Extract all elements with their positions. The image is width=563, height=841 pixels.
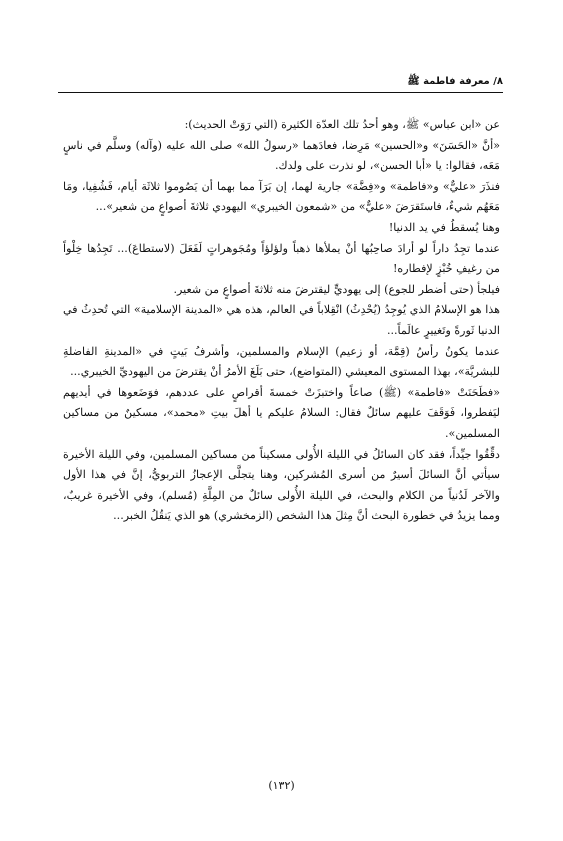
paragraph: دقِّقُوا جيِّداً، فقد كان السائلُ في الليلة الأُولى مسكيناً من مساكين المسلمين، وفي الليلة الأخيرة سيأتي أنَّ السائلَ أسيرٌ من أسرى المُشركين، وهنا يتجلَّى الإعجازُ التربويُّ، إنَّ في هذا الأول والآخر لَدُنياً من الكلام والبحث، في الليلة الأُولى سائلٌ من المِلَّةِ (مُسلم)، وفي الأخيرة غريبٌ، ومما يزيدُ في خطورة البحث أنَّ مِثلَ هذا الشخص (الزمخشري) هو الذي يَنقُلُ الخبر... xyxy=(63,447,500,523)
paragraph: وهنا يُسقطُ في يد الدنيا! xyxy=(388,220,500,234)
header-divider xyxy=(58,92,503,93)
paragraph: فيلجأ (حتى أضطر للجوع) إلى يهوديٍّ ليقترضَ منه ثلاثةَ أصواعٍ من شعير. xyxy=(173,282,500,296)
running-header: ٨/ معرفة فاطمة ﷺ xyxy=(407,76,503,87)
page-body xyxy=(63,115,500,527)
page-number: (١٣٢) xyxy=(268,779,295,792)
paragraph: «أنَّ «الحَسَنَ» و«الحسين» مَرِضا، فعادَهما «رسولُ الله» صلى الله عليه (وآله) وسلَّم في ناسٍ مَعَه، فقالوا: يا «أبا الحسن»، لو نذرت على ولدك. xyxy=(63,138,500,173)
paragraph: عندما يكونُ رأسُ (قِمَّة، أو زعيم) الإسلام والمسلمين، وأشرفُ بَيتٍ في «المدينةِ الفاضلةِ للبشريَّة»، بهذا المستوى المعيشي (المتواضع)، حتى بَلَغَ الأمرُ أنْ يقترضَ من اليهوديِّ الخيبري... xyxy=(63,344,500,379)
paragraph: هذا هو الإسلامُ الذي يُوجِدُ (يُحْدِثُ) انْقِلاباً في العالم، هذه هي «المدينة الإسلامية» التي تُحدِثُ في الدنيا ثَورةً وتَغييرٍ عالَماً... xyxy=(63,303,500,337)
paragraph: «فطَحَنَتْ «فاطمة» (ﷺ) صاعاً واختبزَتْ خمسةَ أقراصٍ على عددهم، فوَضَعوها في أيديهم ليَفطروا، فَوَقَفَ عليهم سائلٌ فقال: السلامُ عليكم يا أهلَ بيتِ «محمد»، مسكينٌ من مساكين المسلمين». xyxy=(63,385,500,440)
paragraph: فنذَرَ «عليٌّ» و«فاطمة» و«فِضَّة» جارية لهما، إن بَرَآ مما بهما أن يَصُوموا ثلاثَة أيام، فَشُفِيا، ومَا مَعَهُم شيءٌ، فاستَقرَضَ «عليٌّ» من «شمعون الخيبري» اليهودي ثلاثةَ أصواعٍ من شعير»... xyxy=(63,179,500,214)
paragraph: عن «ابن عباس» ﷺ، وهو أحدُ تلك العدّة الكثيرة (التي رَوَتْ الحديث): xyxy=(184,118,500,131)
paragraph: عندما تجِدُ داراً لو أرادَ صاحِبُها أنْ يملأها ذهباً ولؤلؤاً ومُجَوهراتٍ لَفَعَلَ (لاستطاعَ)... تَجِدُها خِلْواً من رغيفِ خُبْزٍ لإفطاره! xyxy=(63,241,500,276)
